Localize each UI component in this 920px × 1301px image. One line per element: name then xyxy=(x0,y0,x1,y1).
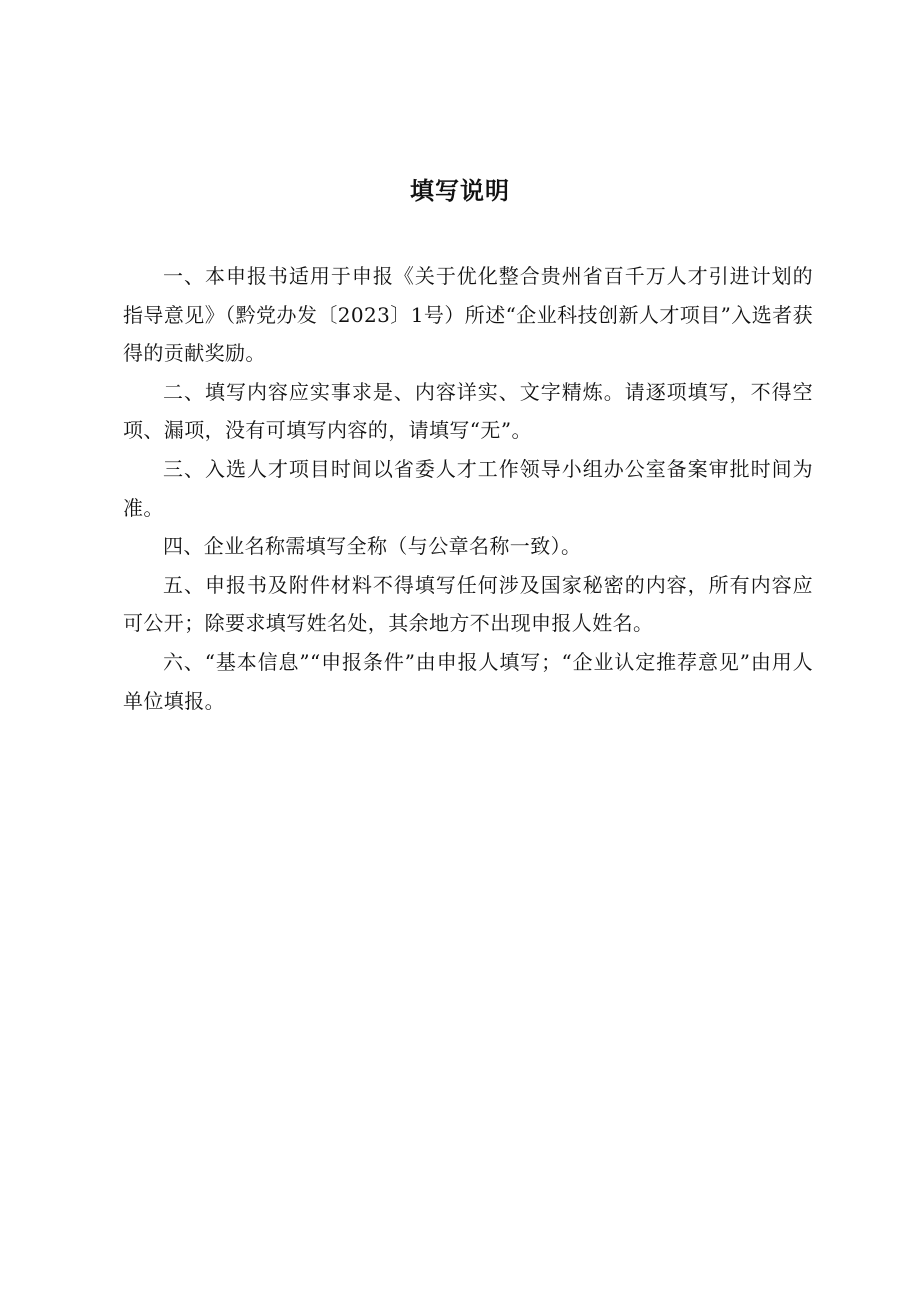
document-title: 填写说明 xyxy=(410,177,510,205)
instruction-paragraph-2: 二、填写内容应实事求是、内容详实、文字精炼。请逐项填写，不得空项、漏项，没有可填写内容的，请填写“无”。 xyxy=(123,379,813,443)
instruction-paragraph-5: 五、申报书及附件材料不得填写任何涉及国家秘密的内容，所有内容应可公开；除要求填写姓名处，其余地方不出现申报人姓名。 xyxy=(123,572,813,636)
instruction-paragraph-6: 六、“基本信息”“申报条件”由申报人填写；“企业认定推荐意见”由用人单位填报。 xyxy=(123,649,813,713)
instructions-body xyxy=(123,257,813,720)
instruction-paragraph-1: 一、本申报书适用于申报《关于优化整合贵州省百千万人才引进计划的指导意见》（黔党办发〔2023〕1号）所述“企业科技创新人才项目”入选者获得的贡献奖励。 xyxy=(123,264,813,366)
instruction-paragraph-3: 三、入选人才项目时间以省委人才工作领导小组办公室备案审批时间为准。 xyxy=(123,456,813,520)
instruction-paragraph-4: 四、企业名称需填写全称（与公章名称一致）。 xyxy=(163,534,582,559)
